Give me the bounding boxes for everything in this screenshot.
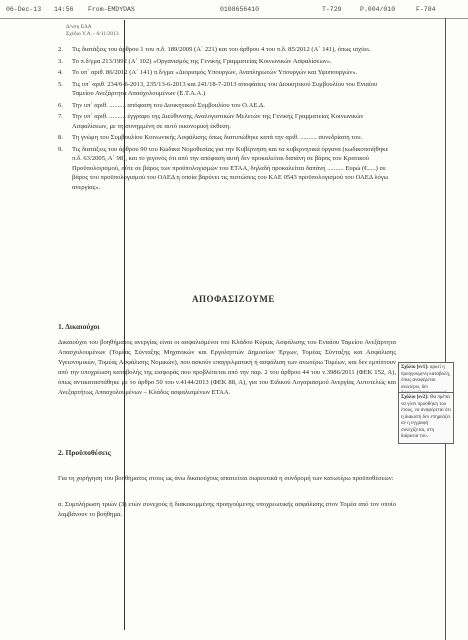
- item-number: 9.: [58, 145, 63, 153]
- fax-time: 14:56: [54, 6, 74, 13]
- section-2-heading: 2. Προϋποθέσεις: [58, 448, 111, 457]
- margin-rule: [445, 18, 446, 640]
- fax-number: 0108656410: [220, 6, 260, 13]
- item-number: 2.: [58, 46, 63, 53]
- list-item: [58, 133, 396, 143]
- item-text: Την υπ΄ αριθ. .......... απόφαση του Διοικητικού Συμβουλίου του Ο.ΑΕ.Δ.: [72, 101, 265, 109]
- list-item: [58, 145, 396, 193]
- item-number: 5.: [58, 80, 63, 88]
- section-2-intro: Για τη χορήγηση του βοηθήματος στους ως άνω δικαιούχους απαιτείται σωρευτικά η συνδρομή των κατωτέρω προϋποθέσεων:: [58, 475, 394, 482]
- comment-label: Σχόλιο [sv2]:: [401, 395, 429, 400]
- legal-basis-list: [58, 45, 396, 194]
- item-text: Τις διατάξεις του άρθρου 1 του π.δ. 189/2009 (Α΄ 221) και του άρθρου 4 του π.δ. 85/2012 (Α΄ 141), όπως ισχύει.: [72, 46, 371, 53]
- comment-label: Σχόλιο [sv1]:: [401, 365, 429, 370]
- item-text: Τις διατάξεις του άρθρου 90 του Κώδικα Νομοθεσίας για την Κυβέρνηση και τα κυβερνητικά όργανα (κωδικοποιήθηκε π.δ. 63/2005, Α΄ 98), και το γεγονός ότι από την απόφαση αυτή δεν προκαλείται δαπάνη σε βάρος του Κρατικού Προϋπολογισμού, ούτε σε βάρος των προϋπολογισμών του ΕΤΑΑ, δηλαδή προκαλείται δαπάνη .......... Ευρώ (€.....) σε βάρος του προϋπολογισμού του ΟΑΕΔ η οποία βαρύνει τις πιστώσεις του ΚΑΕ 0543 προϋπολογισμού του ΟΑΕΔ λόγω ανεργίας».: [72, 145, 389, 191]
- section-1-heading: 1. Δικαιούχοι: [58, 322, 100, 331]
- item-text: Το π.δ/γμα 213/1992 (Α΄ 102) «Οργανισμός της Γενικής Γραμματείας Κοινωνικών Ασφαλίσεων».: [72, 57, 332, 65]
- item-number: 4.: [58, 69, 63, 76]
- item-number: 6.: [58, 101, 63, 109]
- item-number: 8.: [58, 134, 63, 141]
- list-item: [58, 45, 396, 55]
- fax-code: T-729: [322, 6, 342, 13]
- item-number: 3.: [58, 57, 63, 65]
- fax-form: F-784: [416, 6, 436, 13]
- section-2-item-a: α. Συμπλήρωση τριών (3) ετών συνεχούς ή διακεκομμένης προηγούμενης υποχρεωτικής ασφάλισης στον Τομέα από τον οποίο λαμβάνουν το βοήθημα.: [58, 501, 396, 518]
- fax-date: 06-Dec-13: [6, 6, 42, 13]
- list-item: [58, 112, 396, 131]
- list-item: [58, 68, 396, 78]
- comment-box: [398, 392, 454, 444]
- comment-text: αρκεί η προηγούμενη καταβολή, όπως αναφέρεται ανώτερω, δεν: [401, 365, 451, 390]
- section-1-text: Δικαιούχοι του βοηθήματος ανεργίας είναι οι ασφαλισμένοι του Κλάδου Κύριας Ασφάλισης του Ενιαίου Ταμείου Ανεξάρτητα Απασχολουμένων (Τομέας Σύνταξης Μηχανικών και Εργοληπτών Δημοσίων Έργων, Τομέας Σύνταξης και Ασφάλισης Υγειονομικών, Τομέας Ασφάλισης Νομικών), που ασκούν επαγγελματική ή ασφάλιση των ανωτέρω Τομέων, και δεν εμπίπτουν από την υποχρέωση καταβολής της εισφοράς που προβλέπεται από την παρ. 2 του άρθρου 44 του ν.3986/2011 (ΦΕΚ 152, Α), όπως αντικαταστάθηκε με το άρθρο 50 του ν.4144/2013 (ΦΕΚ 88, Α), για του Ειδικού Λογαριασμού Ανεργίας Αυτοτελώς και Ανεξαρτήτως Απασχολουμένων – Κλάδος ασφαλισμένων ΕΤΑΑ.: [58, 339, 396, 396]
- item-text: Τη γνώμη του Συμβουλίου Κοινωνικής Ασφάλισης όπως διατυπώθηκε κατά την αριθ. .......... συνεδρίαση του.: [72, 134, 363, 141]
- header-divider: [0, 18, 468, 19]
- list-item: [58, 101, 396, 111]
- document-ref: Δ/νση ΕΔΑ: [66, 24, 92, 30]
- item-number: 7.: [58, 113, 63, 120]
- list-item: [58, 80, 396, 99]
- fax-page-count: P.004/010: [360, 6, 396, 13]
- decision-heading: ΑΠΟΦΑΣΙΖΟΥΜΕ: [192, 294, 275, 304]
- list-item: [58, 57, 396, 67]
- comment-text: Θα πρέπει να γίνει προσθήκη του έτους, να αναφέρεται ότι η διακοπή δεν επηρεάζει αν η εγγραφή συνεχίζεται, στη διάρκεια του.: [401, 395, 451, 439]
- item-text: Την υπ΄ αριθ. .......... έγγραφο της Διεύθυνσης Αναλογιστικών Μελετών της Γενικής Γραμματείας Κοινωνικών Ασφαλίσεων, με τη συνημμένη σε αυτό οικονομική έκθεση.: [72, 113, 364, 130]
- draft-date: Σχέδιο Υ.Α. - 6/11/2013: [66, 31, 119, 37]
- fax-sender: From-EMDYDAS: [88, 6, 135, 13]
- item-text: Τις υπ΄ αριθ. 234/6-6-2013, 235/13-6-2013 και 241/18-7-2013 αποφάσεις του Διοικητικού Συμβουλίου του Ενιαίου Ταμείου Ανεξάρτητα Απασχολουμένων (Ε.Τ.Α.Α.): [72, 80, 378, 97]
- item-text: Το υπ΄ αριθ. 86/2012 (Α΄ 141) π.δ/γμα «Διορισμός Υπουργών, Αναπληρωτών Υπουργών και Υφυπουργών».: [72, 69, 358, 76]
